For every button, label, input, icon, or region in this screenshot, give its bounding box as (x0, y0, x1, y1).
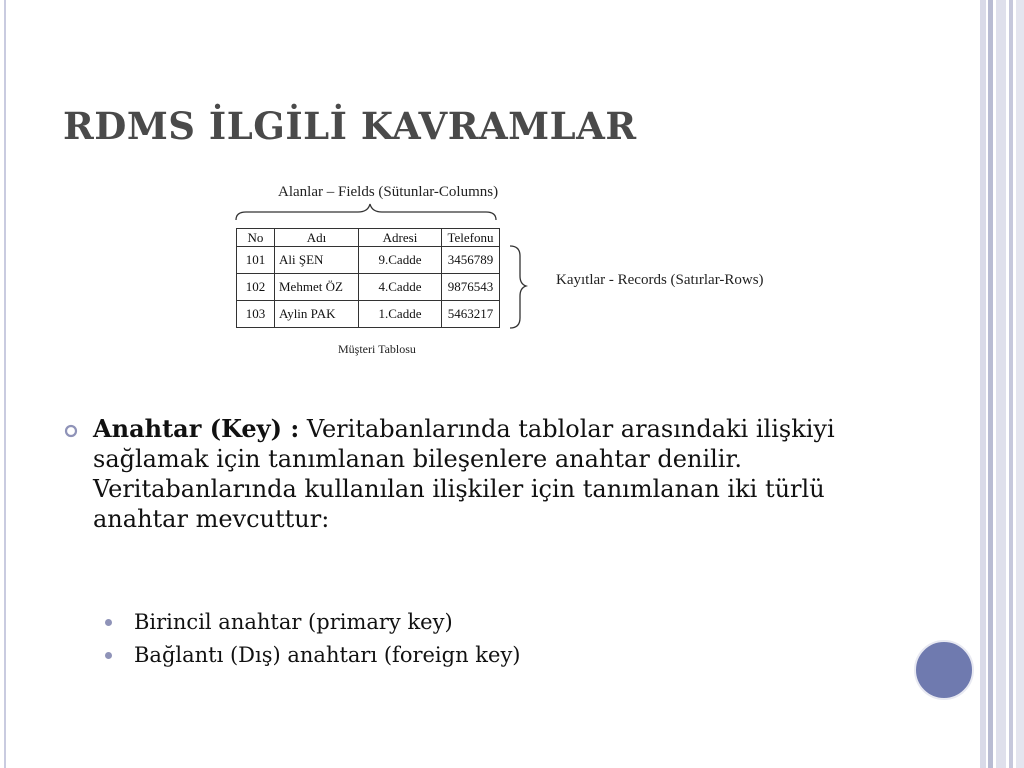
column-header-no: No (237, 229, 275, 247)
right-decorative-bars (980, 0, 1024, 768)
table-cell: 9.Cadde (359, 247, 442, 274)
left-border-line (4, 0, 6, 768)
ring-bullet-icon (64, 424, 78, 438)
right-bar-1 (980, 0, 986, 768)
right-bar-3 (996, 0, 1006, 768)
column-header-name: Adı (275, 229, 359, 247)
table-cell: 4.Cadde (359, 274, 442, 301)
table-cell: 103 (237, 301, 275, 328)
table-cell: 9876543 (442, 274, 500, 301)
table-row (237, 301, 500, 328)
right-bar-2 (988, 0, 993, 768)
records-brace (510, 246, 526, 328)
list-item-text: Birincil anahtar (primary key) (134, 610, 453, 634)
table-cell: Ali ŞEN (275, 247, 359, 274)
right-bar-5 (1016, 0, 1024, 768)
slide-title: RDMS İLGİLİ KAVRAMLAR (63, 104, 637, 148)
table-row (237, 274, 500, 301)
fields-brace (236, 204, 496, 220)
fields-label: Alanlar – Fields (Sütunlar-Columns) (278, 184, 499, 200)
key-definition-text (93, 414, 883, 534)
table-cell: 102 (237, 274, 275, 301)
decorative-circle (914, 640, 974, 700)
key-types-list (105, 606, 521, 672)
table-cell: Mehmet ÖZ (275, 274, 359, 301)
table-figure (230, 180, 790, 365)
table-cell: 3456789 (442, 247, 500, 274)
table-cell: 101 (237, 247, 275, 274)
dot-bullet-icon (105, 619, 112, 626)
column-header-phone: Telefonu (442, 229, 500, 247)
table-row (237, 247, 500, 274)
key-term: Anahtar (Key) : (93, 414, 300, 443)
list-item-text: Bağlantı (Dış) anahtarı (foreign key) (134, 643, 521, 667)
table-cell: Aylin PAK (275, 301, 359, 328)
dot-bullet-icon (105, 652, 112, 659)
table-cell: 1.Cadde (359, 301, 442, 328)
records-label: Kayıtlar - Records (Satırlar-Rows) (556, 272, 764, 288)
table-cell: 5463217 (442, 301, 500, 328)
right-bar-4 (1009, 0, 1013, 768)
table-header-row (237, 229, 500, 247)
customer-table (236, 228, 500, 328)
table-caption: Müşteri Tablosu (338, 342, 416, 356)
column-header-address: Adresi (359, 229, 442, 247)
key-description: Veritabanlarında tablolar arasındaki ilişkiyi sağlamak için tanımlanan bileşenlere anahtar denilir. Veritabanlarında kullanılan ilişkiler için tanımlanan iki türlü anahtar mevcuttur: (93, 415, 835, 533)
list-item (105, 606, 521, 639)
list-item (105, 639, 521, 672)
